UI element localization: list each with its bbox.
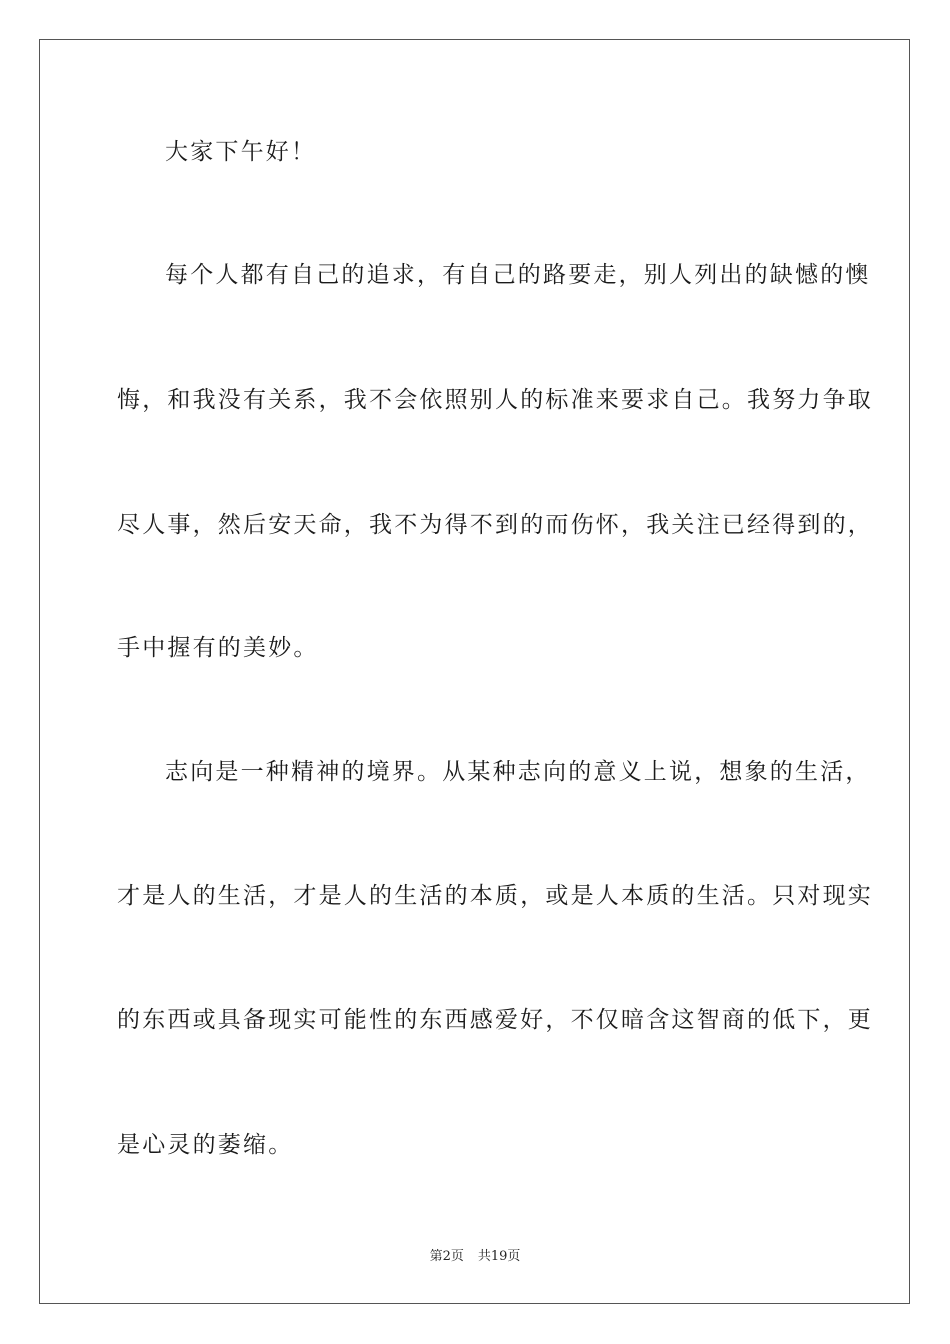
paragraph-1-line-2: 悔，和我没有关系，我不会依照别人的标准来要求自己。我努力争取 xyxy=(117,387,873,413)
paragraph-2-line-1: 志向是一种精神的境界。从某种志向的意义上说，想象的生活， xyxy=(165,759,871,785)
greeting-line: 大家下午好！ xyxy=(165,139,317,165)
paragraph-1-line-1: 每个人都有自己的追求，有自己的路要走，别人列出的缺憾的懊 xyxy=(165,262,871,288)
page-footer xyxy=(0,1245,950,1264)
page-border xyxy=(39,39,910,1304)
paragraph-1-line-4: 手中握有的美妙。 xyxy=(117,635,319,661)
page-number: 第2页 xyxy=(429,1249,464,1264)
paragraph-2-line-2: 才是人的生活，才是人的生活的本质，或是人本质的生活。只对现实 xyxy=(117,883,873,909)
page-total: 共19页 xyxy=(477,1249,521,1264)
paragraph-2-line-4: 是心灵的萎缩。 xyxy=(117,1132,294,1158)
paragraph-2-line-3: 的东西或具备现实可能性的东西感爱好，不仅暗含这智商的低下，更 xyxy=(117,1007,873,1033)
paragraph-1-line-3: 尽人事，然后安天命，我不为得不到的而伤怀，我关注已经得到的， xyxy=(117,512,873,538)
